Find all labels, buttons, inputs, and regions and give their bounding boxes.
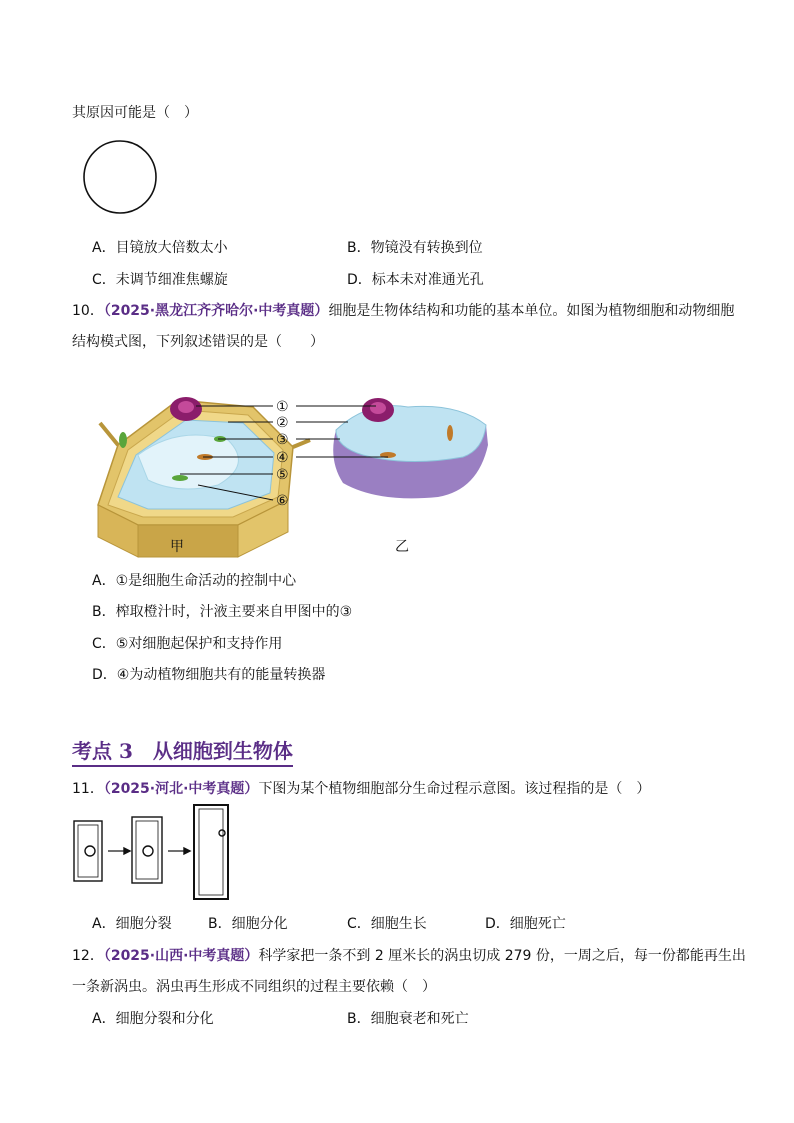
cell-stage-2 [132,817,162,883]
q10-source-tag: （2025·黑龙江齐齐哈尔·中考真题） [103,303,329,319]
q11-option-b: B．细胞分化 [208,916,288,932]
label-4: ④ [276,450,289,466]
q10-option-b: B．榨取橙汁时，汁液主要来自甲图中的③ [92,604,353,620]
q11-source-tag: （2025·河北·中考真题） [103,781,259,797]
label-5: ⑤ [276,467,289,483]
q9-option-b: B．物镜没有转换到位 [347,240,483,256]
q11-number: 11． [72,781,104,797]
animal-cell-caption: 乙 [395,539,409,555]
microscope-field-circle [82,139,158,215]
cell-growth-sequence [72,803,232,903]
q12-stem-line1 [72,945,746,965]
q12-number: 12． [72,948,104,964]
q11-stem-text: 下图为某个植物细胞部分生命过程示意图。该过程指的是（ ） [258,781,651,797]
q10-stem-text: 细胞是生物体结构和功能的基本单位。如图为植物细胞和动物细胞 [328,303,735,319]
q12-source-tag: （2025·山西·中考真题） [103,948,259,964]
q9-option-a: A．目镜放大倍数太小 [92,240,228,256]
q9-stem-tail: 其原因可能是（ ） [72,105,198,121]
q10-option-d: D．④为动植物细胞共有的能量转换器 [92,667,326,683]
q12-stem-text: 科学家把一条不到 2 厘米长的涡虫切成 279 份，一周之后，每一份都能再生出 [258,948,746,964]
q11-option-c: C．细胞生长 [347,916,427,932]
q10-number: 10． [72,303,104,319]
label-3: ③ [276,432,289,448]
q9-option-c: C．未调节细准焦螺旋 [92,272,228,288]
section-heading: 考点 3 从细胞到生物体 [72,735,293,767]
q11-option-d: D．细胞死亡 [485,916,566,932]
q10-option-a: A．①是细胞生命活动的控制中心 [92,573,297,589]
q12-option-a: A．细胞分裂和分化 [92,1011,214,1027]
q11-option-a: A．细胞分裂 [92,916,172,932]
cell-structure-diagram [78,385,508,560]
label-6: ⑥ [276,493,289,509]
plant-cell-caption: 甲 [170,539,184,555]
q12-stem-line2: 一条新涡虫。涡虫再生形成不同组织的过程主要依赖（ ） [72,979,436,995]
q11-stem [72,778,650,798]
q12-option-b: B．细胞衰老和死亡 [347,1011,469,1027]
q10-stem-line2: 结构模式图，下列叙述错误的是（ ） [72,334,324,350]
q10-stem-line1 [72,300,734,320]
label-2: ② [276,415,289,431]
q9-option-d: D．标本未对准通光孔 [347,272,484,288]
animal-cell [333,398,488,498]
label-1: ① [276,399,289,415]
q10-option-c: C．⑤对细胞起保护和支持作用 [92,636,283,652]
